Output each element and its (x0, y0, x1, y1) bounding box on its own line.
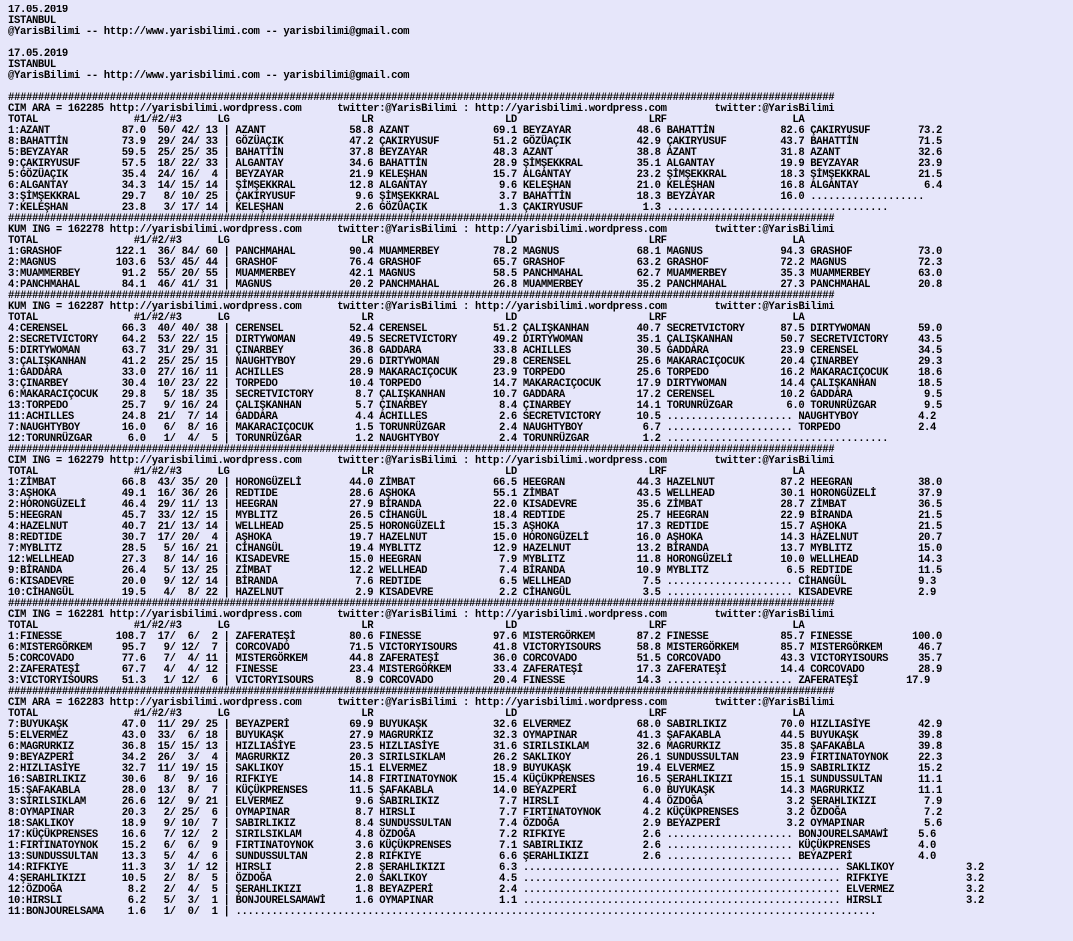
separator-line: ########################################################################################################################################## (8, 598, 835, 610)
separator-line: ########################################################################################################################################## (8, 92, 835, 104)
race-table: KUM ING = 162287 http://yarisbilimi.wordpress.com twitter:@YarisBilimi : http://yarisbilimi.wordpress.com twitter:@YarisBilimi TOTAL #1/#2/#3 LG LR LD LRF LA 4:CERENSEL 66.3 40/ 40/ 38 | CERENSEL 52.4 CERENSEL 51.2 ÇALIŞKANHAN 40.7 SECRETVICTORY 87.5 DIRTYWOMAN 59.0 2:SECRETVICTORY 64.2 53/ 22/ 15 | DIRTYWOMAN 49.5 SECRETVICTORY 49.2 DIRTYWOMAN 35.1 ÇALIŞKANHAN 50.7 SECRETVICTORY 43.5 5:DIRTYWOMAN 63.7 31/ 29/ 31 | ÇINARBEY 36.8 GADDARA 33.8 ACHILLES 30.5 GADDARA 23.9 CERENSEL 34.5 3:ÇALIŞKANHAN 41.2 25/ 25/ 15 | NAUGHTYBOY 29.6 DIRTYWOMAN 29.8 CERENSEL 25.6 MAKARACIÇOCUK 20.4 ÇINARBEY 29.3 1:GADDARA 33.0 27/ 16/ 11 | ACHILLES 28.9 MAKARACIÇOCUK 23.9 TORPEDO 25.6 TORPEDO 16.2 MAKARACIÇOCUK 18.6 3:ÇINARBEY 30.4 10/ 23/ 22 | TORPEDO 10.4 TORPEDO 14.7 MAKARACIÇOCUK 17.9 DIRTYWOMAN 14.4 ÇALIŞKANHAN 18.5 6:MAKARACIÇOCUK 29.8 5/ 18/ 35 | SECRETVICTORY 8.7 ÇALIŞKANHAN 10.7 GADDARA 17.2 CERENSEL 10.2 GADDARA 9.5 13:TORPEDO 25.7 9/ 16/ 24 | ÇALIŞKANHAN 5.7 ÇINARBEY 8.4 ÇINARBEY 14.1 TORUNRÜZGAR 6.0 TORUNRÜZGAR 9.5 11:ACHILLES 24.8 21/ 7/ 14 | GADDARA 4.4 ACHILLES 2.6 SECRETVICTORY 10.5 ..................... NAUGHTYBOY 4.2 7:NAUGHTYBOY 16.0 6/ 8/ 16 | MAKARACIÇOCUK 1.5 TORUNRÜZGAR 2.4 NAUGHTYBOY 6.7 ..................... TORPEDO 2.4 12:TORUNRÜZGAR 6.0 1/ 4/ 5 | TORUNRÜZGAR 1.2 NAUGHTYBOY 2.4 TORUNRÜZGAR 1.2 ..................................... (8, 301, 943, 445)
race-table: CIM ARA = 162283 http://yarisbilimi.wordpress.com twitter:@YarisBilimi : http://yarisbilimi.wordpress.com twitter:@YarisBilimi TOTAL #1/#2/#3 LG LR LD LRF LA 7:BUYUKAŞK 47.0 11/ 29/ 25 | BEYAZPERİ 69.9 BUYUKAŞK 32.6 ELVERMEZ 68.0 SABIRLIKIZ 70.0 HIZLIASİYE 42.9 5:ELVERMEZ 43.0 33/ 6/ 18 | BUYUKAŞK 27.9 MAGRURKIZ 32.3 OYMAPINAR 41.3 ŞAFAKABLA 44.5 BUYUKAŞK 39.8 6:MAGRURKIZ 36.8 15/ 15/ 13 | HIZLIASİYE 23.5 HIZLIASİYE 31.6 SIRILSIKLAM 32.6 MAGRURKIZ 35.8 ŞAFAKABLA 39.8 9:BEYAZPERİ 34.2 26/ 3/ 4 | MAGRURKIZ 20.3 SIRILSIKLAM 26.2 SAKLIKOY 26.1 SUNDUSSULTAN 23.9 FIRTINATOYNOK 22.3 2:HIZLIASİYE 32.7 11/ 19/ 15 | SAKLIKOY 15.1 ELVERMEZ 18.9 BUYUKAŞK 19.4 ELVERMEZ 15.9 SABIRLIKIZ 15.2 16:SABIRLIKIZ 30.6 8/ 9/ 16 | RIFKIYE 14.8 FIRTINATOYNOK 15.4 KÜÇÜKPRENSES 16.5 ŞERAHLIKIZI 15.1 SUNDUSSULTAN 11.1 15:ŞAFAKABLA 28.0 13/ 8/ 7 | KÜÇÜKPRENSES 11.5 ŞAFAKABLA 14.0 BEYAZPERİ 6.0 BUYUKAŞK 14.3 MAGRURKIZ 11.1 3:SIRILSIKLAM 26.6 12/ 9/ 21 | ELVERMEZ 9.6 SABIRLIKIZ 7.7 HIRSLI 4.4 ÖZDOĞA 3.2 ŞERAHLIKIZI 7.9 8:OYMAPINAR 20.3 2/ 25/ 6 | OYMAPINAR 8.7 HIRSLI 7.7 FIRTINATOYNOK 4.2 KÜÇÜKPRENSES 3.2 ÖZDOĞA 7.2 18:SAKLIKOY 18.9 9/ 10/ 7 | SABIRLIKIZ 8.4 SUNDUSSULTAN 7.4 ÖZDOĞA 2.9 BEYAZPERİ 3.2 OYMAPINAR 5.6 17:KÜÇÜKPRENSES 16.6 7/ 12/ 2 | SIRILSIKLAM 4.8 ÖZDOĞA 7.2 RIFKIYE 2.6 ..................... BONJOURELSAMAWİ 5.6 1:FIRTINATOYNOK 15.2 6/ 6/ 9 | FIRTINATOYNOK 3.6 KÜÇÜKPRENSES 7.1 SABIRLIKIZ 2.6 ..................... KÜÇÜKPRENSES 4.0 13:SUNDUSSULTAN 13.3 5/ 4/ 6 | SUNDUSSULTAN 2.8 RIFKIYE 6.6 ŞERAHLIKIZI 2.6 ..................... BEYAZPERİ 4.0 14:RIFKIYE 11.3 3/ 1/ 12 | HIRSLI 2.8 ŞERAHLIKIZI 6.3 ..................................................... SAKLIKOY 3.2 4:ŞERAHLIKIZI 10.5 2/ 8/ 5 | ÖZDOĞA 2.0 SAKLIKOY 4.5 ..................................................... RIFKIYE 3.2 12:ÖZDOĞA 8.2 2/ 4/ 5 | ŞERAHLIKIZI 1.8 BEYAZPERİ 2.4 ..................................................... ELVERMEZ 3.2 10:HIRSLI 6.2 5/ 3/ 1 | BONJOURELSAMAWİ 1.6 OYMAPINAR 1.1 ..................................................... HIRSLI 3.2 11:BONJOURELSAMA 1.6 1/ 0/ 1 | ........................................................................................................... (8, 697, 984, 918)
race-blocks (8, 93, 1068, 918)
race-table: CIM ING = 162281 http://yarisbilimi.wordpress.com twitter:@YarisBilimi : http://yarisbilimi.wordpress.com twitter:@YarisBilimi TOTAL #1/#2/#3 LG LR LD LRF LA 1:FINESSE 108.7 17/ 6/ 2 | ZAFERATEŞİ 80.6 FINESSE 97.6 MISTERGÖRKEM 87.2 FINESSE 85.7 FINESSE 100.0 6:MISTERGÖRKEM 95.7 9/ 12/ 7 | CORCOVADO 71.5 VICTORYISOURS 41.8 VICTORYISOURS 58.8 MISTERGÖRKEM 85.7 MISTERGÖRKEM 46.7 5:CORCOVADO 77.6 7/ 4/ 11 | MISTERGÖRKEM 44.8 ZAFERATEŞİ 36.0 CORCOVADO 51.5 CORCOVADO 43.3 VICTORYISOURS 35.7 2:ZAFERATEŞİ 67.7 4/ 4/ 12 | FINESSE 23.4 MISTERGÖRKEM 33.4 ZAFERATEŞİ 17.3 ZAFERATEŞİ 14.4 CORCOVADO 28.9 3:VICTORYISOURS 51.3 1/ 12/ 6 | VICTORYISOURS 8.9 CORCOVADO 20.4 FINESSE 14.3 ..................... ZAFERATEŞİ 17.9 (8, 609, 943, 687)
race-table: KUM ING = 162278 http://yarisbilimi.wordpress.com twitter:@YarisBilimi : http://yarisbilimi.wordpress.com twitter:@YarisBilimi TOTAL #1/#2/#3 LG LR LD LRF LA 1:GRASHOF 122.1 36/ 84/ 60 | PANCHMAHAL 90.4 MUAMMERBEY 78.2 MAGNUS 68.1 MAGNUS 94.3 GRASHOF 73.0 2:MAGNUS 103.6 53/ 45/ 44 | GRASHOF 76.4 GRASHOF 65.7 GRASHOF 63.2 GRASHOF 72.2 MAGNUS 72.3 3:MUAMMERBEY 91.2 55/ 20/ 55 | MUAMMERBEY 42.1 MAGNUS 58.5 PANCHMAHAL 62.7 MUAMMERBEY 35.3 MUAMMERBEY 63.0 4:PANCHMAHAL 84.1 46/ 41/ 31 | MAGNUS 20.2 PANCHMAHAL 26.8 MUAMMERBEY 35.2 PANCHMAHAL 27.3 PANCHMAHAL 20.8 (8, 224, 943, 291)
header-1: 17.05.2019 ISTANBUL @YarisBilimi -- http://www.yarisbilimi.com -- yarisbilimi@gmail.com (8, 5, 410, 38)
separator-line: ########################################################################################################################################## (8, 290, 835, 302)
separator-line: ########################################################################################################################################## (8, 213, 835, 225)
spacer (8, 38, 1068, 49)
race-table: CIM ARA = 162285 http://yarisbilimi.wordpress.com twitter:@YarisBilimi : http://yarisbilimi.wordpress.com twitter:@YarisBilimi TOTAL #1/#2/#3 LG LR LD LRF LA 1:AZANT 87.0 50/ 42/ 13 | AZANT 58.8 AZANT 69.1 BEYZAYAR 48.6 BAHATTİN 82.6 ÇAKIRYUSUF 73.2 8:BAHATTİN 73.9 29/ 24/ 33 | GÖZÜAÇIK 47.2 ÇAKIRYUSUF 51.2 GÖZÜAÇIK 42.9 ÇAKIRYUSUF 43.7 BAHATTİN 71.5 5:BEYZAYAR 59.5 25/ 25/ 35 | BAHATTİN 37.8 BEYZAYAR 48.3 AZANT 38.8 AZANT 31.8 AZANT 32.6 9:ÇAKIRYUSUF 57.5 18/ 22/ 33 | ALGANTAY 34.6 BAHATTİN 28.9 ŞİMŞEKKRAL 35.1 ALGANTAY 19.9 BEYZAYAR 23.9 5:GÖZÜAÇIK 35.4 24/ 16/ 4 | BEYZAYAR 21.9 KELEŞHAN 15.7 ALGANTAY 23.2 ŞİMŞEKKRAL 18.3 ŞİMŞEKKRAL 21.5 6:ALGANTAY 34.3 14/ 15/ 14 | ŞİMŞEKKRAL 12.8 ALGANTAY 9.6 KELEŞHAN 21.0 KELEŞHAN 16.8 ALGANTAY 6.4 3:ŞİMŞEKKRAL 29.7 8/ 10/ 25 | ÇAKIRYUSUF 9.6 ŞİMŞEKKRAL 3.7 BAHATTİN 18.3 BEYZAYAR 16.0 ................... 7:KELEŞHAN 23.8 3/ 17/ 14 | KELEŞHAN 2.6 GÖZÜAÇIK 1.3 ÇAKIRYUSUF 1.3 ..................................... (8, 103, 943, 214)
race-report (8, 5, 1068, 935)
header-2: 17.05.2019 ISTANBUL @YarisBilimi -- http://www.yarisbilimi.com -- yarisbilimi@gmail.com (8, 48, 410, 82)
separator-line: ########################################################################################################################################## (8, 686, 835, 698)
separator-line: ########################################################################################################################################## (8, 444, 835, 456)
race-table: CIM ING = 162279 http://yarisbilimi.wordpress.com twitter:@YarisBilimi : http://yarisbilimi.wordpress.com twitter:@YarisBilimi TOTAL #1/#2/#3 LG LR LD LRF LA 1:ZİMBAT 66.8 43/ 35/ 20 | HORONGÜZELİ 44.0 ZİMBAT 66.5 HEEGRAN 44.3 HAZELNUT 87.2 HEEGRAN 38.0 3:AŞHOKA 49.1 16/ 36/ 26 | REDTIDE 28.6 AŞHOKA 55.1 ZİMBAT 43.5 WELLHEAD 30.1 HORONGÜZELİ 37.9 2:HORONGÜZELİ 46.4 29/ 11/ 13 | HEEGRAN 27.9 BİRANDA 22.0 KISADEVRE 35.6 ZİMBAT 28.7 ZİMBAT 36.5 5:HEEGRAN 45.7 33/ 12/ 15 | MYBLITZ 26.5 CİHANGÜL 18.4 REDTIDE 25.7 HEEGRAN 22.9 BİRANDA 21.5 4:HAZELNUT 40.7 21/ 13/ 14 | WELLHEAD 25.5 HORONGÜZELİ 15.3 AŞHOKA 17.3 REDTIDE 15.7 AŞHOKA 21.5 8:REDTIDE 30.7 17/ 20/ 4 | AŞHOKA 19.7 HAZELNUT 15.0 HORONGÜZELİ 16.0 AŞHOKA 14.3 HAZELNUT 20.7 7:MYBLITZ 28.5 5/ 16/ 21 | CİHANGÜL 19.4 MYBLITZ 12.9 HAZELNUT 13.2 BİRANDA 13.7 MYBLITZ 15.0 12:WELLHEAD 27.3 8/ 14/ 16 | KISADEVRE 15.0 HEEGRAN 7.9 MYBLITZ 11.8 HORONGÜZELİ 10.0 WELLHEAD 14.3 9:BİRANDA 26.4 5/ 13/ 25 | ZİMBAT 12.2 WELLHEAD 7.4 BİRANDA 10.9 MYBLITZ 6.5 REDTIDE 11.5 6:KISADEVRE 20.0 9/ 12/ 14 | BİRANDA 7.6 REDTIDE 6.5 WELLHEAD 7.5 ..................... CİHANGÜL 9.3 10:CİHANGÜL 19.5 4/ 8/ 22 | HAZELNUT 2.9 KISADEVRE 2.2 CİHANGÜL 3.5 ..................... KISADEVRE 2.9 (8, 455, 943, 599)
